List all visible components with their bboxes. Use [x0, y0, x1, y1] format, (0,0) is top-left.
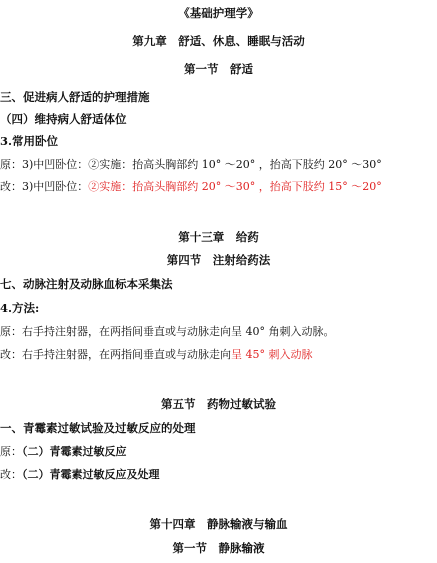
original-bold: （二）青霉素过敏反应	[22, 445, 127, 458]
revised-text	[0, 467, 160, 482]
revised-bold: （二）青霉素过敏反应及处理	[22, 468, 160, 481]
subsection-heading: （四）维持病人舒适体位	[0, 112, 127, 126]
revised-text	[0, 179, 382, 194]
revised-prefix: 改：右手持注射器，在两指间垂直或与动脉走向	[0, 348, 231, 361]
item-heading: 3.常用卧位	[0, 134, 59, 148]
subsection-heading: 一、青霉素过敏试验及过敏反应的处理	[0, 421, 196, 435]
section-heading: 第一节 静脉输液	[172, 541, 265, 555]
original-text: 原：3)中凹卧位：②实施：抬高头胸部约 10° ～20° ，抬高下肢约 20° ～30°	[0, 158, 382, 171]
chapter-heading: 第十三章 给药	[178, 230, 259, 244]
subsection-heading: 三、促进病人舒适的护理措施	[0, 90, 150, 104]
chapter-heading: 第九章 舒适、休息、睡眠与活动	[132, 34, 305, 48]
book-title: 《基础护理学》	[178, 6, 259, 20]
subsection-heading: 七、动脉注射及动脉血标本采集法	[0, 277, 173, 291]
chapter-heading: 第十四章 静脉输液与输血	[149, 517, 288, 531]
revised-prefix: 改：	[0, 468, 22, 481]
section-heading: 第五节 药物过敏试验	[161, 397, 276, 411]
revised-prefix: 改：3)中凹卧位：	[0, 180, 89, 193]
revised-text	[0, 347, 313, 362]
section-heading: 第四节 注射给药法	[166, 253, 271, 267]
item-heading: 4.方法:	[0, 301, 40, 315]
section-heading: 第一节 舒适	[184, 62, 253, 76]
revised-highlight: 呈 45° 刺入动脉	[231, 348, 313, 361]
revised-highlight: ②实施：抬高头胸部约 20° ～30° ，抬高下肢约 15° ～20°	[88, 180, 382, 193]
original-prefix: 原：	[0, 445, 22, 458]
original-text	[0, 444, 127, 459]
original-text: 原：右手持注射器，在两指间垂直或与动脉走向呈 40° 角刺入动脉。	[0, 325, 335, 338]
